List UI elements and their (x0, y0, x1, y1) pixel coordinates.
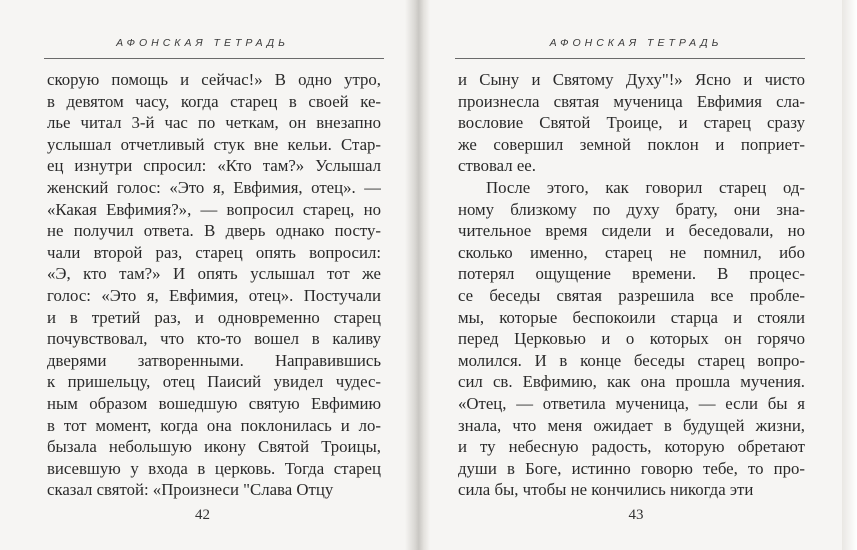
text-line: «Какая Евфимия?», — вопросил старец, но (47, 199, 381, 219)
text-line: и ту небесную радость, которую обретают (458, 437, 805, 457)
body-text (458, 69, 805, 501)
left-page (0, 0, 405, 550)
text-line: произнесла святая мученица Евфимия сла- (458, 91, 805, 111)
text-line: «Э, кто там?» И опять услышал тот же (47, 264, 381, 284)
text-line: вословие Святой Троице, и старец сразу (458, 113, 805, 133)
text-line: сил св. Евфимию, как она прошла мучения. (458, 372, 805, 392)
text-line: и в третий раз, и одновременно старец (47, 307, 381, 327)
text-line: бызала небольшую икону Святой Троицы, (47, 437, 381, 457)
right-page (430, 0, 842, 550)
text-line: перед Церковью и о которых он горячо (458, 329, 805, 349)
text-line: женский голос: «Это я, Евфимия, отец». — (47, 177, 381, 197)
text-line: чали второй раз, старец опять вопросил: (47, 242, 381, 262)
text-line: После этого, как говорил старец од- (486, 177, 805, 197)
text-line: ному близкому по духу брату, они зна- (458, 199, 805, 219)
text-line: к пришельцу, отец Паисий увидел чудес- (47, 372, 381, 392)
running-header: АФОНСКАЯ ТЕТРАДЬ (549, 37, 723, 49)
text-line: ствовал ее. (458, 156, 536, 176)
text-line: ец изнутри спросил: «Кто там?» Услышал (47, 156, 381, 176)
book-gutter (405, 0, 430, 550)
text-line: ным образом вошедшую святую Евфимию (47, 393, 381, 413)
text-line: и Сыну и Святому Духу"!» Ясно и чисто (458, 70, 805, 89)
text-line: сколько именно, старец не помнил, ибо (458, 242, 805, 262)
text-line: сила бы, чтобы не кончились никогда эти (458, 480, 754, 500)
text-line: мы, которые беспокоили старца и стояли (458, 307, 805, 327)
page-edge (842, 0, 857, 550)
text-line: се беседы святая разрешила все пробле- (458, 285, 805, 305)
text-line: не получил ответа. В дверь однако посту- (47, 221, 381, 241)
header-rule (455, 58, 805, 59)
text-line: в тот момент, когда она поклонилась и ло- (47, 415, 381, 435)
text-line: «Отец, — ответила мученица, — если бы я (458, 393, 805, 413)
text-line: в девятом часу, когда старец в своей ке- (47, 91, 381, 111)
text-line: висевшую у входа в церковь. Тогда старец (47, 458, 381, 478)
text-line: потерял ощущение времени. В процес- (458, 264, 805, 284)
text-line: чительное время сидели и беседовали, но (458, 221, 805, 241)
text-line: души в Боге, истинно говорю тебе, то про- (458, 458, 805, 478)
text-line: знала, что меня ожидает в будущей жизни, (458, 415, 805, 435)
text-line: скорую помощь и сейчас!» В одно утро, (47, 70, 381, 89)
text-line: услышал отчетливый стук вне кельи. Стар- (47, 134, 381, 154)
header-rule (44, 58, 384, 59)
text-line: почувствовал, что кто-то вошел в каливу (47, 329, 381, 349)
text-line: молился. И в конце беседы старец вопро- (458, 350, 805, 370)
text-line: лье читал 3-й час по четкам, он внезапно (47, 113, 381, 133)
text-line: дверями затворенными. Направившись (47, 350, 381, 370)
page-number: 42 (195, 507, 210, 523)
text-line: голос: «Это я, Евфимия, отец». Постучали (47, 285, 381, 305)
body-text (47, 69, 381, 501)
text-line: сказал святой: «Произнеси "Слава Отцу (47, 480, 334, 500)
running-header: АФОНСКАЯ ТЕТРАДЬ (116, 37, 289, 49)
text-line: же совершил земной поклон и поприет- (458, 134, 805, 154)
page-number: 43 (628, 507, 644, 523)
